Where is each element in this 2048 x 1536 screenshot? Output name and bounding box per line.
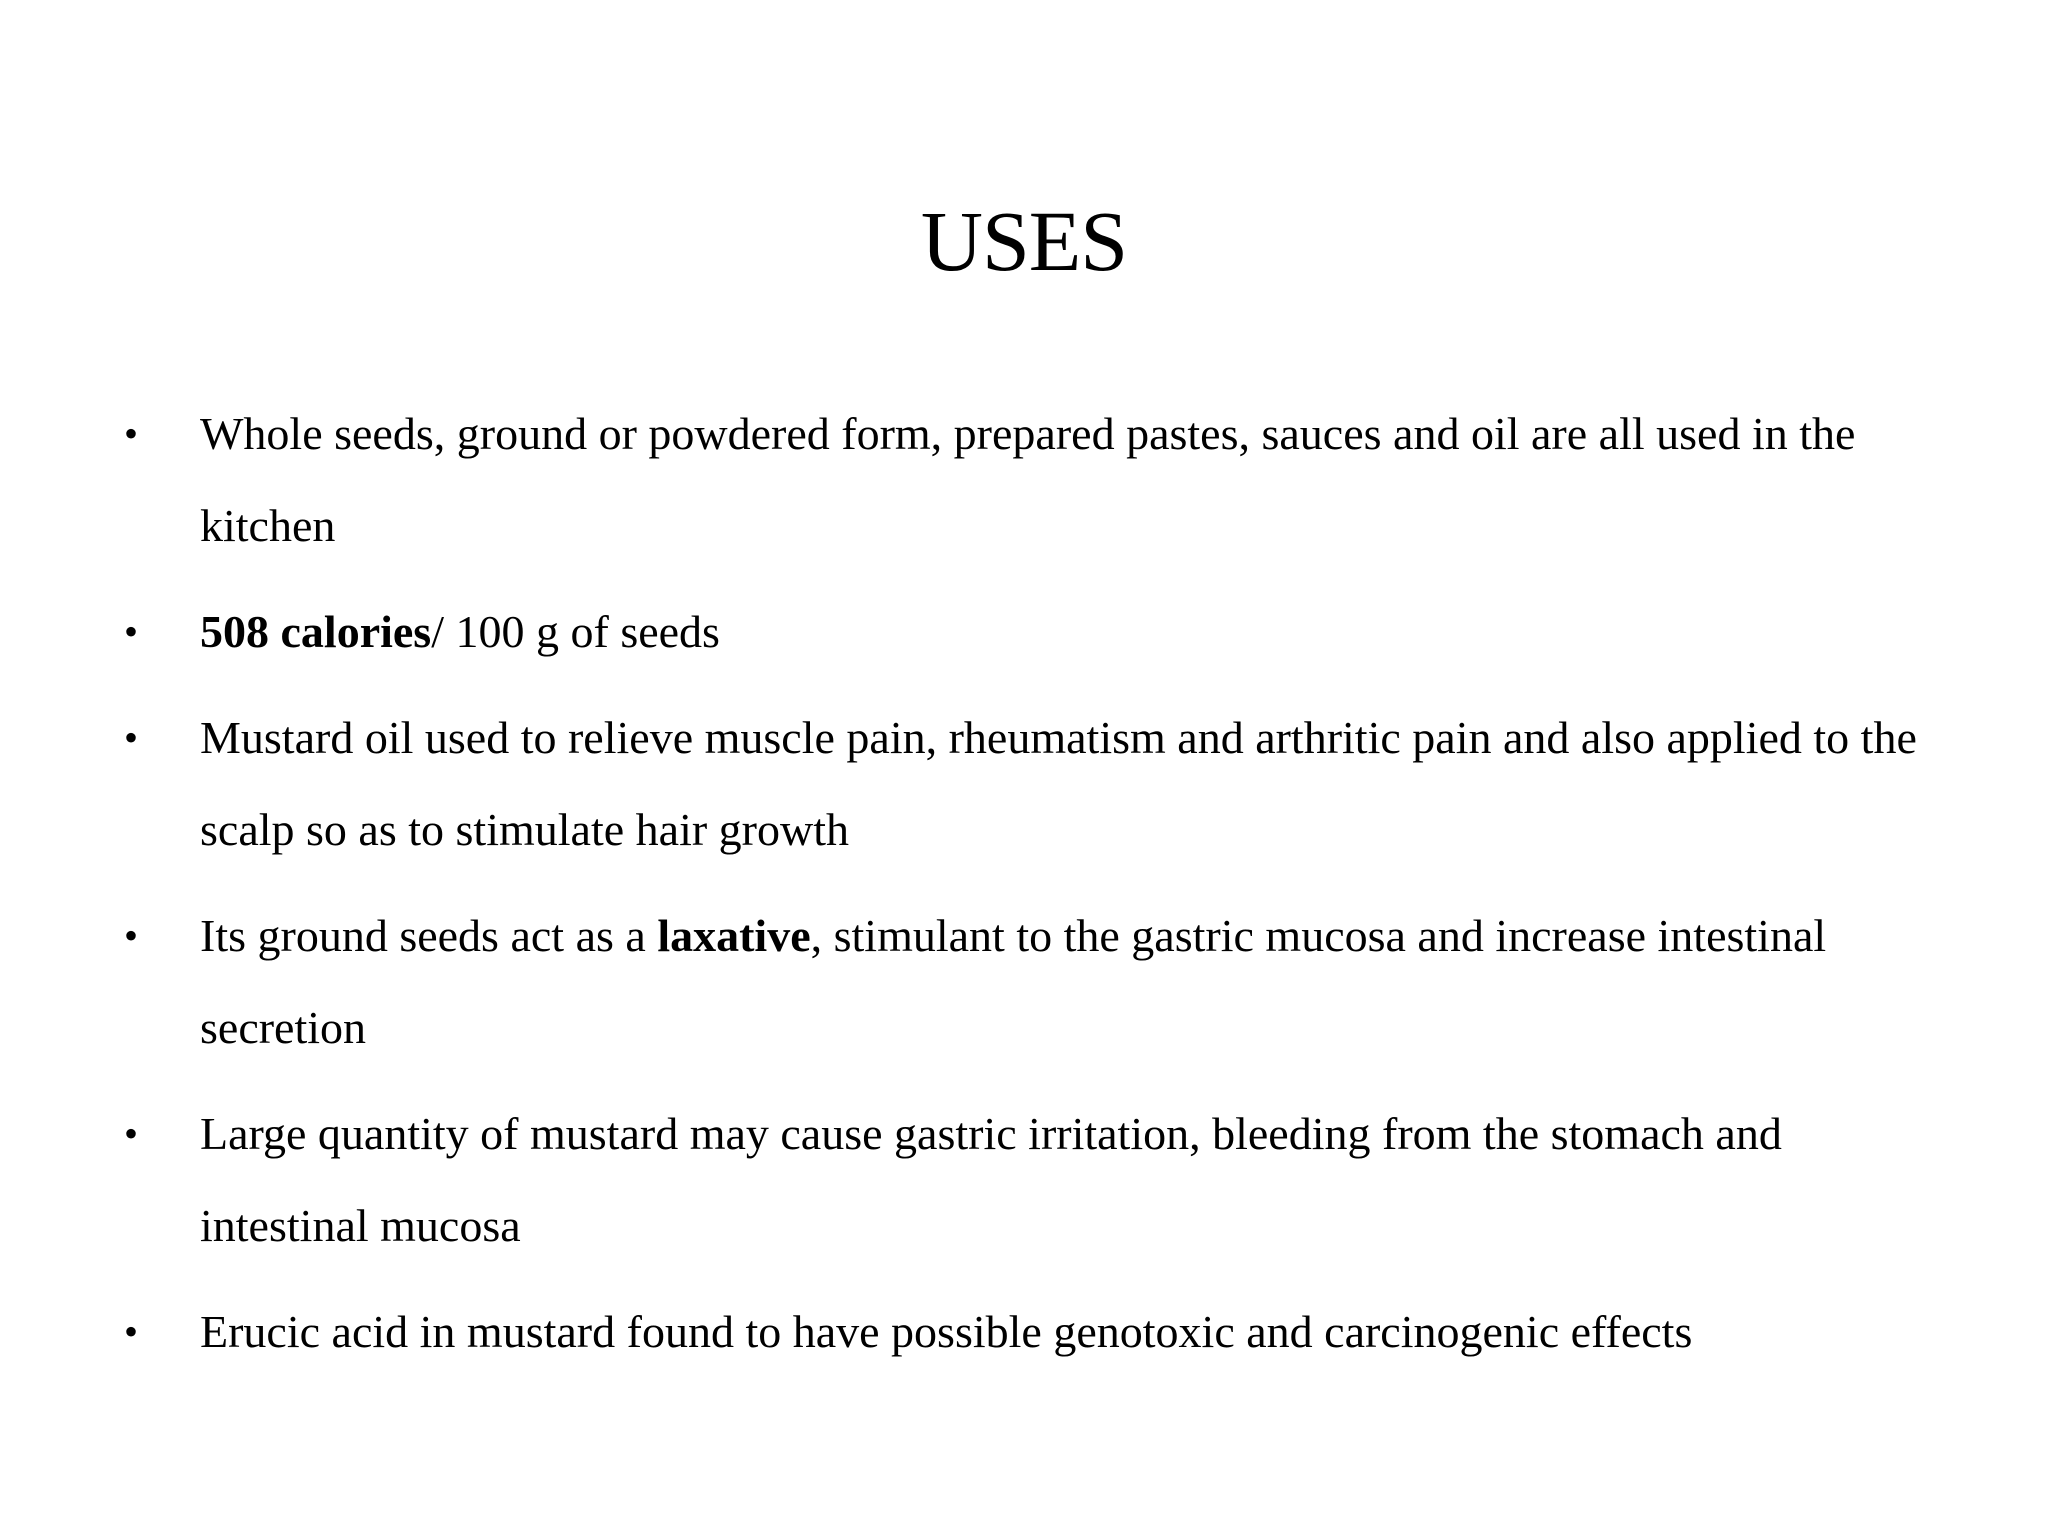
bullet-list <box>0 388 2048 1392</box>
bullet-item <box>0 586 2048 678</box>
bullet-item <box>0 890 2048 1074</box>
bullet-icon: • <box>124 411 139 456</box>
bullet-icon: • <box>124 913 139 958</box>
bold-calories: 508 calories <box>200 606 432 657</box>
bold-laxative: laxative <box>657 910 811 961</box>
bullet-icon: • <box>124 609 139 654</box>
slide-title: USES <box>920 192 1128 289</box>
bullet-icon: • <box>124 1111 139 1156</box>
bullet-text-after: , stimulant to the gastric mucosa and increase intestinal secretion <box>200 910 1827 1053</box>
bullet-item <box>0 1088 2048 1272</box>
bullet-item <box>0 388 2048 572</box>
bullet-text: Large quantity of mustard may cause gastric irritation, bleeding from the stomach and intestinal mucosa <box>200 1108 1782 1251</box>
bullet-text: Erucic acid in mustard found to have possible genotoxic and carcinogenic effects <box>200 1306 1693 1357</box>
bullet-text: / 100 g of seeds <box>431 606 720 657</box>
bullet-item <box>0 692 2048 876</box>
bullet-text: Whole seeds, ground or powdered form, prepared pastes, sauces and oil are all used in the kitchen <box>200 408 1856 551</box>
bullet-icon: • <box>124 715 139 760</box>
bullet-text-before: Its ground seeds act as a <box>200 910 658 961</box>
bullet-text: Mustard oil used to relieve muscle pain, rheumatism and arthritic pain and also applied to the scalp so as to stimulate hair growth <box>200 712 1917 855</box>
bullet-icon: • <box>124 1309 139 1354</box>
bullet-item <box>0 1286 2048 1378</box>
